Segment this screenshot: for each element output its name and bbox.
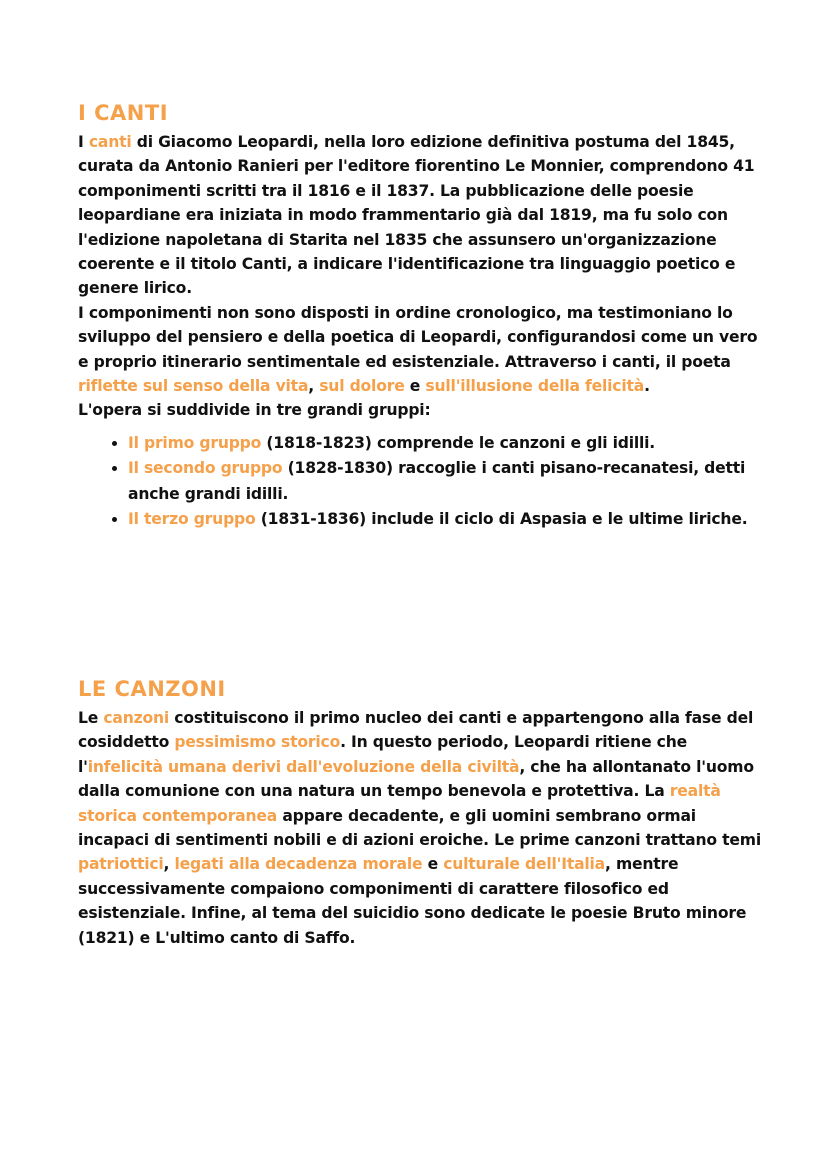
highlight-senso-vita: riflette sul senso della vita — [78, 377, 309, 396]
highlight-dolore: sul dolore — [319, 377, 405, 396]
highlight-canti: canti — [88, 133, 132, 151]
section-title: LE CANZONI — [78, 677, 226, 701]
list-item: • Il primo gruppo (1818-1823) comprende le canzoni e gli idilli. — [128, 431, 768, 456]
section-title: I CANTI — [78, 101, 169, 125]
highlight-illusione: sull'illusione della felicità — [425, 377, 645, 396]
groups-list — [78, 431, 768, 533]
list-item: • Il secondo gruppo (1828-1830) raccoglie i canti pisano-recanatesi, detti anche grandi idilli. — [128, 456, 768, 507]
paragraph-intro: I canti di Giacomo Leopardi, nella loro edizione definitiva postuma del 1845, curata da Antonio Ranieri per l'editore fiorentino Le Monnier, comprendono 41 componimenti scritti tra il 1816 e il 1837. La pubblicazione delle poesie leopardiane era iniziata in modo frammentario già dal 1819, ma fu solo con l'edizione napoletana di Starita nel 1835 che assunsero un'organizzazione coerente e il titolo Canti, a indicare l'identificazione tra linguaggio poetico e genere lirico. — [78, 133, 755, 298]
list-item: • Il terzo gruppo (1831-1836) include il ciclo di Aspasia e le ultime liriche. — [128, 507, 768, 532]
section-le-canzoni — [78, 676, 768, 950]
paragraph-structure: I componimenti non sono disposti in ordine cronologico, ma testimoniano lo sviluppo del pensiero e della poetica di Leopardi, configurandosi come un vero e proprio itinerario sentimentale ed esistenziale. Attraverso i canti, il poeta riflette sul senso della vita, sul dolore e sull'illusione della felicità. — [78, 303, 758, 396]
paragraph-groups-intro: L'opera si suddivide in tre grandi gruppi: — [78, 401, 431, 420]
paragraph-canzoni: Le canzoni costituiscono il primo nucleo dei canti e appartengono alla fase del cosiddetto pessimismo storico. In questo periodo, Leopardi ritiene che l'infelicità umana derivi dall'evoluzione della civiltà, che ha allontanato l'uomo dalla comunione con una natura un tempo benevola e protettiva. La realtà storica contemporanea appare decadente, e gli uomini sembrano ormai incapaci di sentimenti nobili e di azioni eroiche. Le prime canzoni trattano temi patriottici, legati alla decadenza morale e culturale dell'Italia, mentre successivamente compaiono componimenti di carattere filosofico ed esistenziale. Infine, al tema del suicidio sono dedicate le poesie Bruto minore (1821) e L'ultimo canto di Saffo. — [78, 709, 761, 947]
section-i-canti — [78, 100, 768, 533]
